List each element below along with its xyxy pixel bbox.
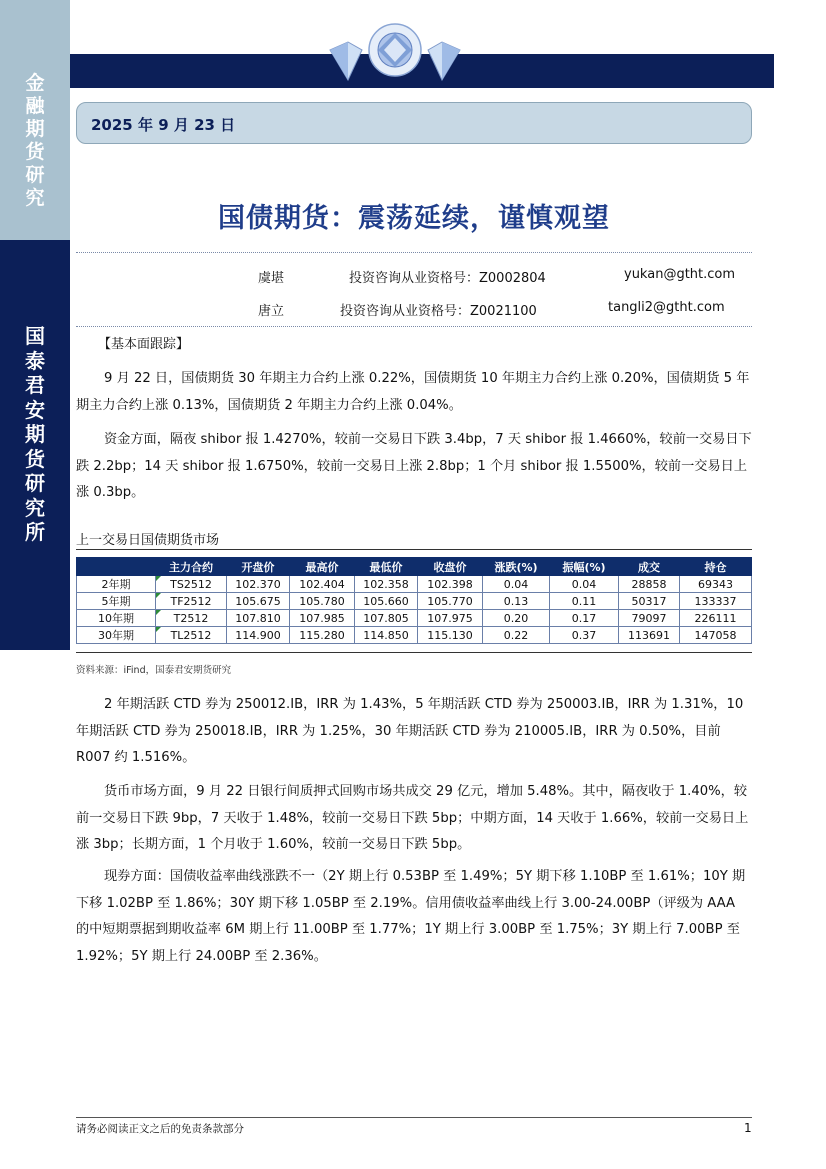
author-email[interactable]: yukan@gtht.com bbox=[624, 267, 736, 282]
author-divider bbox=[76, 326, 752, 327]
table-cell: 30年期 bbox=[77, 627, 156, 644]
table-cell: TF2512 bbox=[156, 593, 227, 610]
sidebar-top-label: 金 融 期 货 研 究 bbox=[25, 72, 45, 209]
column-header: 成交 bbox=[619, 558, 680, 576]
table-cell: 0.22 bbox=[483, 627, 550, 644]
futures-market-table bbox=[76, 557, 752, 644]
paragraph: 货币市场方面，9 月 22 日银行间质押式回购市场共成交 29 亿元，增加 5.48%。其中，隔夜收于 1.40%，较前一交易日下跌 9bp，7 天收于 1.48%，较前一交易日下跌 5bp；中期方面，14 天收于 1.66%，较前一交易日上涨 3bp；长期方面，1 个月收于 1.60%，较前一交易日下跌 5bp。 bbox=[76, 784, 749, 852]
paragraph: 现券方面：国债收益率曲线涨跌不一（2Y 期上行 0.53BP 至 1.49%；5Y 期下移 1.10BP 至 1.61%；10Y 期下移 1.02BP 至 1.86%；30Y 期下移 1.05BP 至 2.19%。信用债收益率曲线上行 3.00-24.00BP（评级为 AAA 的中短期票据到期收益率 6M 期上行 11.00BP 至 1.77%；1Y 期上行 3.00BP 至 1.75%；3Y 期上行 7.00BP 至 1.92%；5Y 期上行 24.00BP 至 2.36%。 bbox=[76, 869, 746, 964]
report-date: 2025 年 9 月 23 日 bbox=[91, 116, 236, 134]
sidebar-bottom-label: 国 泰 君 安 期 货 研 究 所 bbox=[25, 324, 45, 544]
column-header: 主力合约 bbox=[156, 558, 227, 576]
table-cell: 107.810 bbox=[227, 610, 290, 627]
table-cell: 79097 bbox=[619, 610, 680, 627]
table-row bbox=[77, 627, 752, 644]
table-cell: 113691 bbox=[619, 627, 680, 644]
sidebar-bottom-panel bbox=[0, 240, 70, 650]
column-header: 振幅(%) bbox=[550, 558, 619, 576]
table-row bbox=[77, 610, 752, 627]
source-note: 资料来源：iFind，国泰君安期货研究 bbox=[76, 665, 232, 676]
paragraph: 9 月 22 日，国债期货 30 年期主力合约上涨 0.22%，国债期货 10 年期主力合约上涨 0.20%，国债期货 5 年期主力合约上涨 0.13%，国债期货 2 年期主力合约上涨 0.04%。 bbox=[76, 371, 750, 413]
sidebar-top-panel bbox=[0, 0, 70, 240]
table-cell: 107.805 bbox=[355, 610, 418, 627]
table-row bbox=[77, 593, 752, 610]
author-name: 虞堪 bbox=[258, 271, 285, 286]
author-email[interactable]: tangli2@gtht.com bbox=[608, 300, 725, 315]
table-cell: 28858 bbox=[619, 576, 680, 593]
table-bottom-rule bbox=[76, 652, 752, 653]
table-cell: 69343 bbox=[680, 576, 752, 593]
table-caption: 上一交易日国债期货市场 bbox=[76, 533, 220, 548]
column-header: 涨跌(%) bbox=[483, 558, 550, 576]
column-header: 最高价 bbox=[290, 558, 355, 576]
section-heading: 【基本面跟踪】 bbox=[98, 337, 190, 352]
table-cell: 105.770 bbox=[418, 593, 483, 610]
table-cell: 0.17 bbox=[550, 610, 619, 627]
table-cell: 50317 bbox=[619, 593, 680, 610]
table-cell: 0.11 bbox=[550, 593, 619, 610]
date-banner bbox=[76, 102, 752, 144]
paragraph: 2 年期活跃 CTD 券为 250012.IB，IRR 为 1.43%，5 年期活跃 CTD 券为 250003.IB，IRR 为 1.31%，10 年期活跃 CTD 券为 250018.IB，IRR 为 1.25%，30 年期活跃 CTD 券为 210005.IB，IRR 为 0.50%，目前 R007 约 1.516%。 bbox=[76, 697, 744, 765]
author-name: 唐立 bbox=[258, 304, 285, 319]
table-cell: 102.358 bbox=[355, 576, 418, 593]
column-header: 收盘价 bbox=[418, 558, 483, 576]
column-header: 最低价 bbox=[355, 558, 418, 576]
caption-rule bbox=[76, 549, 752, 550]
table-cell: TS2512 bbox=[156, 576, 227, 593]
table-cell: 102.404 bbox=[290, 576, 355, 593]
paragraph: 资金方面，隔夜 shibor 报 1.4270%，较前一交易日下跌 3.4bp，7 天 shibor 报 1.4660%，较前一交易日下跌 2.2bp；14 天 shibor 报 1.6750%，较前一交易日上涨 2.8bp；1 个月 shibor 报 1.5500%，较前一交易日上涨 0.3bp。 bbox=[76, 432, 752, 500]
table-cell: 114.850 bbox=[355, 627, 418, 644]
title-divider bbox=[76, 252, 752, 253]
table-cell: 0.20 bbox=[483, 610, 550, 627]
footer-disclaimer: 请务必阅读正文之后的免责条款部分 bbox=[76, 1123, 244, 1135]
table-header-row bbox=[77, 558, 752, 576]
table-cell: 105.780 bbox=[290, 593, 355, 610]
table-cell: 10年期 bbox=[77, 610, 156, 627]
table-cell: TL2512 bbox=[156, 627, 227, 644]
table-cell: 114.900 bbox=[227, 627, 290, 644]
table-cell: 226111 bbox=[680, 610, 752, 627]
table-row bbox=[77, 576, 752, 593]
footer-rule bbox=[76, 1117, 752, 1118]
table-cell: 107.985 bbox=[290, 610, 355, 627]
table-cell: 107.975 bbox=[418, 610, 483, 627]
table-cell: 102.398 bbox=[418, 576, 483, 593]
table-cell: 0.04 bbox=[550, 576, 619, 593]
table-cell: 105.675 bbox=[227, 593, 290, 610]
table-cell: 0.04 bbox=[483, 576, 550, 593]
table-cell: 0.37 bbox=[550, 627, 619, 644]
page-number: 1 bbox=[744, 1121, 752, 1135]
table-cell: 147058 bbox=[680, 627, 752, 644]
table-cell: 133337 bbox=[680, 593, 752, 610]
table-cell: 105.660 bbox=[355, 593, 418, 610]
table-cell: 5年期 bbox=[77, 593, 156, 610]
author-license: 投资咨询从业资格号：Z0002804 bbox=[349, 271, 546, 286]
table-cell: 2年期 bbox=[77, 576, 156, 593]
author-license: 投资咨询从业资格号：Z0021100 bbox=[340, 304, 537, 319]
table-cell: T2512 bbox=[156, 610, 227, 627]
diamond-logo-icon bbox=[320, 20, 470, 90]
table-cell: 115.280 bbox=[290, 627, 355, 644]
column-header: 开盘价 bbox=[227, 558, 290, 576]
column-header: 持仓 bbox=[680, 558, 752, 576]
page-title: 国债期货：震荡延续，谨慎观望 bbox=[218, 203, 610, 234]
table-cell: 102.370 bbox=[227, 576, 290, 593]
table-cell: 0.13 bbox=[483, 593, 550, 610]
table-cell: 115.130 bbox=[418, 627, 483, 644]
column-header bbox=[77, 558, 156, 576]
